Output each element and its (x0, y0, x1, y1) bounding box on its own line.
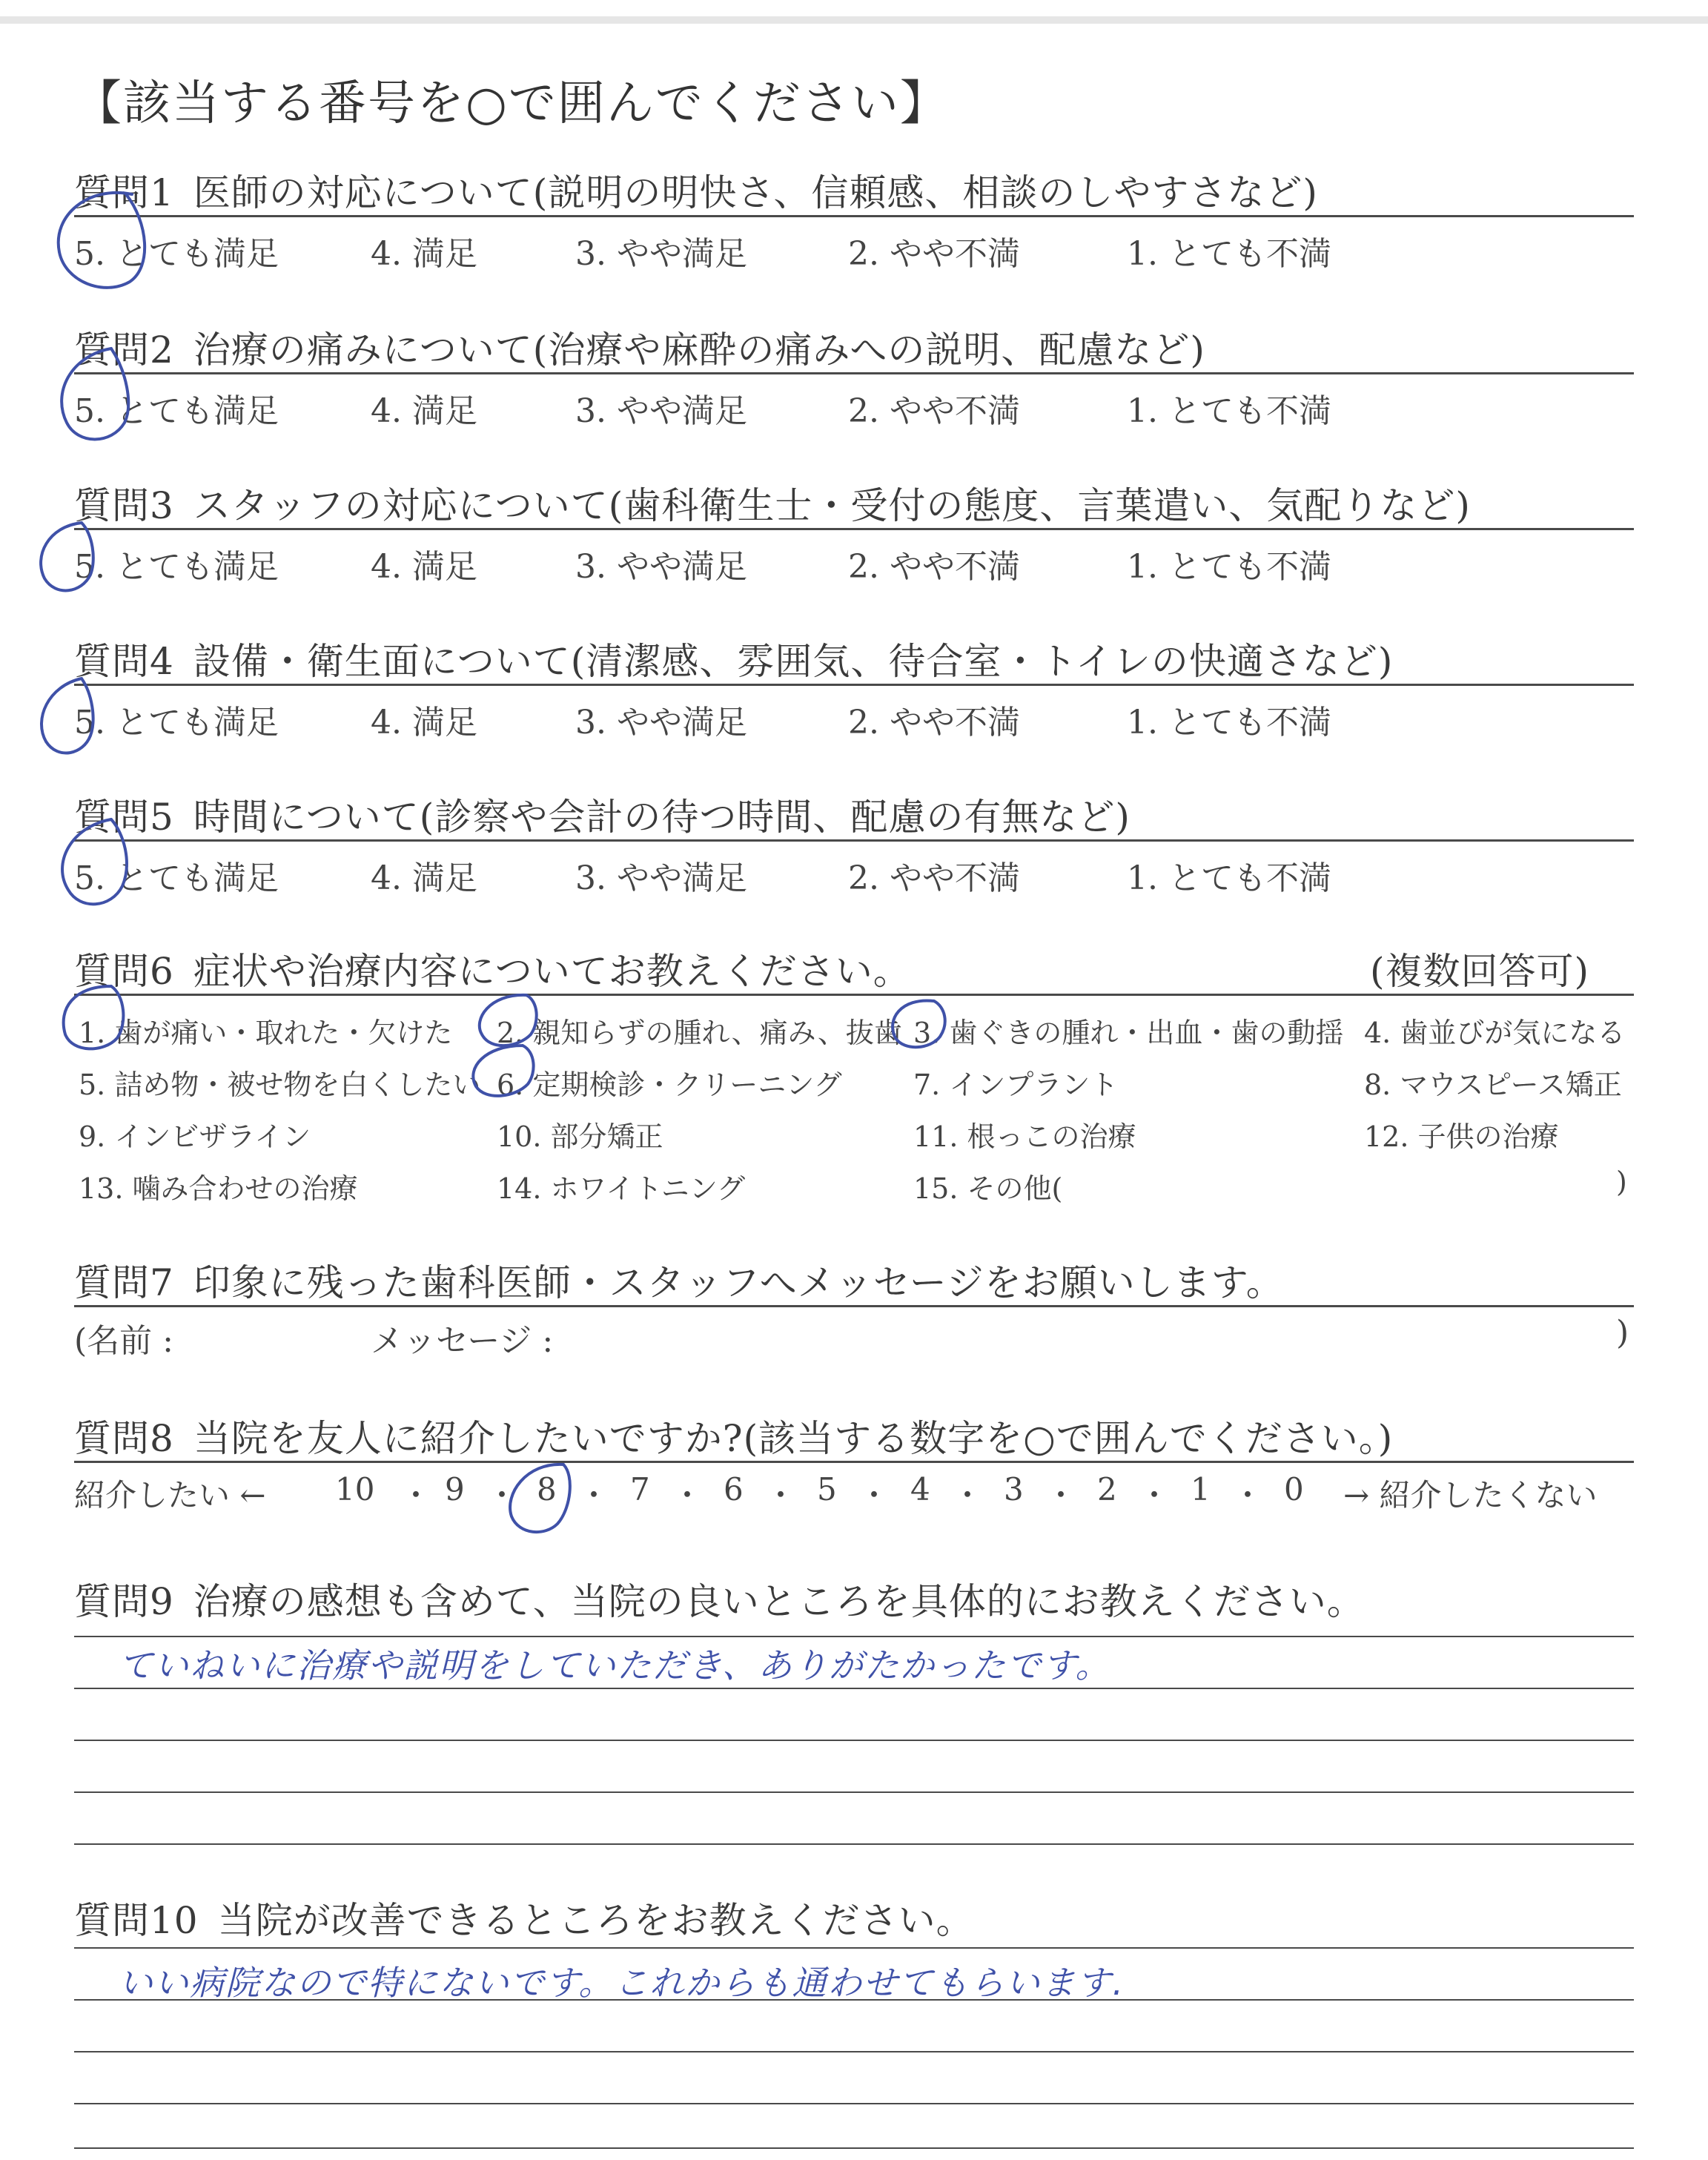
q8-scale-9[interactable]: 9 (445, 1471, 465, 1507)
q8-sep-9: ・ (1139, 1477, 1171, 1513)
q4-option-2[interactable]: 2. やや不満 (848, 704, 1020, 742)
question-9-handwritten-answer: ていねいに治療や説明をしていただき、ありがたかったです。 (119, 1645, 1111, 1685)
question-8 (74, 1409, 1634, 1527)
question-5 (74, 787, 1634, 906)
question-5-rule (74, 839, 1634, 842)
question-4-number: 質問4 (74, 640, 174, 683)
q6-option-11[interactable]: 11. 根っこの治療 (913, 1120, 1136, 1153)
question-6-rule (74, 994, 1634, 996)
q8-sep-5: ・ (765, 1477, 797, 1513)
q7-message-label: メッセージ : (371, 1322, 554, 1360)
question-8-number: 質問8 (74, 1417, 174, 1460)
question-9-title (74, 1572, 1365, 1625)
q4-option-4[interactable]: 4. 満足 (371, 704, 477, 742)
question-1-rule (74, 215, 1634, 217)
q7-close-paren: ) (1616, 1314, 1629, 1352)
question-6-text: 症状や治療内容についてお教えください。 (193, 950, 911, 993)
q8-sep-7: ・ (952, 1477, 984, 1513)
q1-option-4[interactable]: 4. 満足 (371, 235, 477, 273)
q8-sep-1: ・ (400, 1477, 432, 1513)
question-1 (74, 163, 1634, 282)
question-7-number: 質問7 (74, 1261, 174, 1304)
question-9-text: 治療の感想も含めて、当院の良いところを具体的にお教えください。 (193, 1580, 1365, 1623)
question-3-rule (74, 528, 1634, 530)
answer-line (74, 1947, 1634, 1949)
q4-option-3[interactable]: 3. やや満足 (575, 704, 747, 742)
q6-option-5[interactable]: 5. 詰め物・被せ物を白くしたい (79, 1069, 481, 1101)
q6-option-12[interactable]: 12. 子供の治療 (1364, 1120, 1559, 1153)
q6-option-6[interactable]: 6. 定期検診・クリーニング (497, 1069, 842, 1101)
q8-scale-2[interactable]: 2 (1097, 1471, 1117, 1507)
q2-option-4[interactable]: 4. 満足 (371, 392, 477, 430)
question-3-number: 質問3 (74, 484, 174, 527)
q8-scale-5[interactable]: 5 (817, 1471, 837, 1507)
q6-option-8[interactable]: 8. マウスピース矯正 (1364, 1069, 1622, 1101)
question-10-number: 質問10 (74, 1899, 199, 1942)
q6-option-4[interactable]: 4. 歯並びが気になる (1364, 1017, 1626, 1049)
q6-option-10[interactable]: 10. 部分矯正 (497, 1120, 663, 1153)
q2-option-5[interactable]: 5. とても満足 (74, 392, 279, 430)
q7-name-label: (名前 : (74, 1322, 173, 1360)
question-8-text: 当院を友人に紹介したいですか?(該当する数字を○で囲んでください。) (193, 1417, 1394, 1460)
q8-scale-1[interactable]: 1 (1191, 1471, 1211, 1507)
q5-option-2[interactable]: 2. やや不満 (848, 859, 1020, 897)
question-10-text: 当院が改善できるところをお教えください。 (217, 1899, 974, 1942)
q3-option-4[interactable]: 4. 満足 (371, 548, 477, 586)
q8-scale-8[interactable]: 8 (537, 1471, 557, 1507)
q1-option-1[interactable]: 1. とても不満 (1127, 235, 1331, 273)
q6-option-9[interactable]: 9. インビザライン (79, 1120, 311, 1153)
q2-option-1[interactable]: 1. とても不満 (1127, 392, 1331, 430)
q8-sep-10: ・ (1232, 1477, 1264, 1513)
q8-scale-6[interactable]: 6 (724, 1471, 744, 1507)
q6-option-1[interactable]: 1. 歯が痛い・取れた・欠けた (79, 1017, 453, 1049)
q6-option-2[interactable]: 2. 親知らずの腫れ、痛み、抜歯 (497, 1017, 902, 1049)
q6-option-15[interactable]: 15. その他( (913, 1172, 1063, 1205)
question-10-handwritten-answer: いい病院なので特にないです。これからも通わせてもらいます. (119, 1963, 1125, 2003)
q1-option-3[interactable]: 3. やや満足 (575, 235, 747, 273)
q8-scale-3[interactable]: 3 (1004, 1471, 1024, 1507)
question-2-title (74, 320, 1205, 374)
q5-option-1[interactable]: 1. とても不満 (1127, 859, 1331, 897)
question-7-title (74, 1253, 1284, 1307)
question-3-title (74, 476, 1471, 529)
question-1-title (74, 163, 1318, 217)
question-1-text: 医師の対応について(説明の明快さ、信頼感、相談のしやすさなど) (193, 171, 1318, 214)
answer-line (74, 1740, 1634, 1741)
q1-option-2[interactable]: 2. やや不満 (848, 235, 1020, 273)
answer-line (74, 1636, 1634, 1637)
question-10-title (74, 1891, 974, 1944)
q3-option-1[interactable]: 1. とても不満 (1127, 548, 1331, 586)
question-2-rule (74, 372, 1634, 374)
answer-line (74, 2103, 1634, 2104)
page-header: 【該当する番号を○で囲んでください】 (74, 76, 949, 131)
q4-option-5[interactable]: 5. とても満足 (74, 704, 279, 742)
question-5-title (74, 787, 1131, 841)
q4-option-1[interactable]: 1. とても不満 (1127, 704, 1331, 742)
q8-scale-0[interactable]: 0 (1284, 1471, 1304, 1507)
answer-line (74, 1791, 1634, 1793)
q2-option-3[interactable]: 3. やや満足 (575, 392, 747, 430)
q8-scale-10[interactable]: 10 (335, 1471, 375, 1507)
q8-sep-6: ・ (858, 1477, 890, 1513)
question-6-note: (複数回答可) (1370, 950, 1590, 993)
question-9-number: 質問9 (74, 1580, 174, 1623)
question-3 (74, 476, 1634, 595)
q8-left-label: 紹介したい ← (74, 1477, 266, 1513)
q8-sep-3: ・ (578, 1477, 610, 1513)
answer-line (74, 1843, 1634, 1845)
q8-sep-4: ・ (672, 1477, 704, 1513)
q5-option-4[interactable]: 4. 満足 (371, 859, 477, 897)
question-2-number: 質問2 (74, 328, 174, 371)
question-2 (74, 320, 1634, 439)
q8-scale-7[interactable]: 7 (630, 1471, 650, 1507)
question-3-text: スタッフの対応について(歯科衛生士・受付の態度、言葉遣い、気配りなど) (193, 484, 1471, 527)
scan-top-edge (0, 16, 1708, 24)
question-6 (74, 942, 1634, 1209)
question-6-title (74, 942, 911, 995)
question-7-rule (74, 1305, 1634, 1307)
question-4-title (74, 632, 1393, 685)
question-10 (74, 1891, 1634, 2150)
q6-option-15-close: ) (1616, 1166, 1627, 1198)
q3-option-3[interactable]: 3. やや満足 (575, 548, 747, 586)
question-8-title (74, 1409, 1393, 1462)
q8-scale-4[interactable]: 4 (910, 1471, 930, 1507)
q5-option-3[interactable]: 3. やや満足 (575, 859, 747, 897)
q6-option-7[interactable]: 7. インプラント (913, 1069, 1119, 1101)
question-8-rule (74, 1461, 1634, 1463)
question-7 (74, 1253, 1634, 1360)
q8-sep-2: ・ (486, 1477, 518, 1513)
q5-option-5[interactable]: 5. とても満足 (74, 859, 279, 897)
question-4-rule (74, 684, 1634, 686)
q8-sep-8: ・ (1045, 1477, 1077, 1513)
question-6-number: 質問6 (74, 950, 174, 993)
q2-option-2[interactable]: 2. やや不満 (848, 392, 1020, 430)
question-2-text: 治療の痛みについて(治療や麻酔の痛みへの説明、配慮など) (193, 328, 1205, 371)
question-4-text: 設備・衛生面について(清潔感、雰囲気、待合室・トイレの快適さなど) (193, 640, 1394, 683)
q6-option-3[interactable]: 3. 歯ぐきの腫れ・出血・歯の動揺 (913, 1017, 1344, 1049)
question-1-number: 質問1 (74, 171, 174, 214)
q3-option-2[interactable]: 2. やや不満 (848, 548, 1020, 586)
question-5-text: 時間について(診察や会計の待つ時間、配慮の有無など) (193, 796, 1131, 839)
q6-option-13[interactable]: 13. 噛み合わせの治療 (79, 1172, 358, 1205)
answer-line (74, 1688, 1634, 1689)
q3-option-5[interactable]: 5. とても満足 (74, 548, 279, 586)
answer-line (74, 2147, 1634, 2149)
q6-option-14[interactable]: 14. ホワイトニング (497, 1172, 746, 1205)
q8-right-label: → 紹介したくない (1343, 1477, 1598, 1513)
q1-option-5[interactable]: 5. とても満足 (74, 235, 279, 273)
question-4 (74, 632, 1634, 750)
answer-line (74, 2051, 1634, 2052)
question-9 (74, 1572, 1634, 1854)
question-5-number: 質問5 (74, 796, 174, 839)
question-7-text: 印象に残った歯科医師・スタッフへメッセージをお願いします。 (193, 1261, 1284, 1304)
